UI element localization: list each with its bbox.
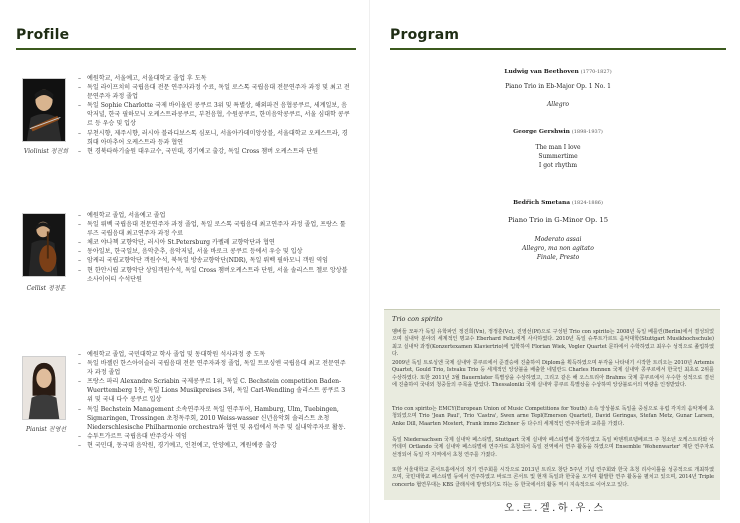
bio-item: – 독일 Bechstein Management 소속연주자로 독일 연주투어, Hamburg, Ulm, Tuebingen, Sigmaringen, Trossingen 초청독주회, 2010 Weiss-wasser 신년음악회 솔리스트 초청 Niederschlesische Philharmonie orchestra와 협연 및 유럽에서 독주 및 실내악주자로 활동.: [78, 405, 350, 432]
composer-name: George Gershwin: [513, 128, 570, 135]
bio-item: – 부천시향, 제주시향, 러시아 블라디보스톡 심포니, 서울아카데미앙상블, 서울대학교 오케스트라, 경희대 아마추어 오케스트라 등과 협연: [78, 129, 350, 147]
composer-years: (1824-1886): [571, 200, 603, 206]
bio-item: – 현 국민대, 동국대 음악원, 경기예고, 인천예고, 안양예고, 계원예중 출강: [78, 441, 350, 450]
cellist-caption: Cellist 정정훈: [26, 285, 66, 292]
bio-item: – 독일 Sophie Charlotte 국제 바이올린 콩쿠르 3위 및 특별상, 해외파견 음협콩쿠르, 세계일보, 음악저널, 한국 필하모닉 오케스트라콩쿠르, 부천음협, 수원콩쿠르, 한미음악콩쿠르, 서울 심대학 콩쿠르 등 우승 및 입상: [78, 101, 350, 128]
bio-item: – 예원학교 졸업, 서울예고 졸업: [78, 211, 350, 220]
trio-paragraph: 멤버들 모두가 독일 유학파인 정진희(Vn), 정정훈(Vc), 진영선(Pf)으로 구성된 Trio con spirito는 2008년 독일 베를린(Berlin)에서 결성되었으며 실내악 분야의 세계적인 명교수 Eberhard Feltz에게 사사하였다. 2010년 독일 슈투트가르트 음악대학(Stuttgart Musikhochschule) 최고 실내악 과정(Konzertexamen Klaviertrio)에 입학하여 Florian Wiek, Vogler Quartet 문하에서 수학하였고 최우수 성적으로 졸업하였다.: [392, 329, 714, 357]
bio-item: – 암케리 국립교향악단 객원수석, 북독일 방송교향악단(NDR), 독일 뤼벡 필하모니 객원 역임: [78, 256, 350, 265]
cellist-photo: [22, 213, 66, 277]
trio-paragraph: 2009년 독일 트로싱엔 국제 실내악 콩쿠르에서 준결승에 진출하여 Diplom을 획득하였으며 두각을 나타내기 시작한 트리오는 2010년 Artemis Quartet, Gould Trio, Istvaku Trio 등 세계적인 앙상블을 배출한 네덜란드 Charles Hennen 국제 실내악 콩쿠르에서 한국인 최초로 2위를 수상하였다. 또한 2011년 3월 Bauernlater 특별상을 수상하였고, 그리고 같은 해 오스트리아 Brahms 국제 콩쿠르에서 우수한 성적으로 결선에 진출하여 국내외 청중들의 주목을 받았다. Thessaloniki 국제 실내악 콩쿠르 특별상을 수상하며 앙상블로서의 역량을 인정받았다.: [392, 360, 714, 388]
composer-years: (1770-1827): [580, 69, 612, 75]
venue-footer: 오.르.겔.하.우.스: [504, 503, 606, 514]
movement: Moderato assai: [534, 236, 582, 243]
work-title: I got rhythm: [538, 162, 578, 169]
profile-title: Profile: [16, 27, 70, 43]
bio-item: – 독일 뤼벡 국립음대 전문연주자 과정 졸업, 독일 로스톡 국립음대 최고연주자 과정 졸업, 프랑스 툴루즈 국립음대 최고연주자 과정 수료: [78, 220, 350, 238]
trio-description-box: [384, 309, 720, 500]
trio-paragraph: 또한 서울대학교 콘서트홀에서의 정기 연주회를 시작으로 2013년 트리오 창단 5주년 기념 연주회와 한국 초청 리사이틀을 성공적으로 개최하였으며, 국민대학교 페스티벌 등에서 연주하였고 바로크 콘서트 및 현재 독일과 한국을 오가며 활발한 연주 활동을 펼치고 있으며, 2014년 Triple concerto 협연무대는 KBS 클래식에 방영되기도 하는 등 한국에서의 활동 역시 지속적으로 이어오고 있다.: [392, 467, 714, 488]
work-title: Summertime: [538, 153, 578, 160]
work-title: Piano Trio in G-Minor Op. 15: [507, 216, 609, 224]
violinist-photo: [22, 78, 66, 142]
bio-item: – 독일 바젤린 한스아이슬러 국립음대 전문 연주자과정 졸업, 독일 트로싱엔 국립음대 최고 전문연주자 과정 졸업: [78, 359, 350, 377]
program-title: Program: [390, 27, 460, 43]
violinist-bio: [78, 74, 350, 156]
movement: Finale, Presto: [536, 254, 580, 261]
program-title-rule: [390, 48, 726, 50]
pianist-caption: Pianist 진영선: [25, 426, 67, 433]
bio-item: – 예원학교 졸업, 국민대학교 학사 졸업 및 동대학원 석사과정 중 도독: [78, 350, 350, 359]
bio-item: – 예원학교, 서울예고, 서울대학교 졸업 후 도독: [78, 74, 350, 83]
bio-item: – 독일 라이프치히 국립음대 전문 연주자과정 수료, 독일 로스톡 국립음대 전문연주자 과정 및 최고 전문연주자 과정 졸업: [78, 83, 350, 101]
program-item-gershwin: [390, 128, 726, 169]
work-title: The man I love: [535, 144, 581, 151]
bio-item: – 현 경북타하기술원 대우교수, 국민대, 경기예고 출강, 독일 Cross 챔버 오케스트라 단원: [78, 147, 350, 156]
program-item-smetana: [390, 199, 726, 261]
trio-paragraph: 독일 Niedersachsen 국제 실내악 페스티벌, Stuttgart 국제 실내악 페스티벌에 참가하였고 독일 바덴뷔르템베르크 주 청소년 오케스트라와 아카데미 Ortlando 국제 실내악 페스티벌에 연주자로 초청되어 독일 전역에서 연주 활동을 하였으며 Ensemble 'Wohenwarter' 재단 연주자로 선정되어 독일 각 지역에서 초청 연주를 가졌다.: [392, 437, 714, 458]
cellist-bio: [78, 211, 350, 284]
bio-item: – 프랑스 파리 Alexandre Scriabin 국제콩쿠르 1위, 독일 C. Bechstein competition Baden-Wuerttemberg 1등, 독일 Lions Musikpreises 3위, 독일 Carl-Wendling 솔리스트 콩쿠르 3위 및 국내 다수 콩쿠르 입상: [78, 377, 350, 404]
movement: Allegro: [546, 101, 570, 108]
pianist-bio: [78, 350, 350, 450]
program-item-beethoven: [390, 68, 726, 108]
bio-item: – 현 한안시립 교향악단 상임객원수석, 독일 Cross 챔버오케스트라 단원, 서울 솔리스트 첼로 앙상블 소사이어티 수석단원: [78, 266, 350, 284]
trio-paragraph: Trio con spirito는 EMCY(European Union of Music Competitions for Youth) 소속 앙상블로 독일을 중심으로 유럽 각지의 음악제에 초청되었으며 Trio 'Jean Paul', Trio 'Castra', Swen arne Tepl(Emerson Quartet), David Geringas, Stefan Metz, Gunar Larsen, Anke Dill, Maarten Mostert, Frank immo Zichner 등 다수의 세계적인 연주자들과 교류를 가졌다.: [392, 406, 714, 427]
composer-name: Bedřich Smetana: [513, 199, 571, 206]
bio-item: – 동아일보, 한국일보, 음악춘추, 음악저널, 서울 바로크 콩쿠르 등에서 우승 및 입상: [78, 247, 350, 256]
movement: Allegro, ma non agitato: [522, 245, 594, 252]
profile-title-rule: [16, 48, 356, 50]
work-title: Piano Trio in Eb-Major Op. 1 No. 1: [505, 83, 611, 90]
bio-item: – 체코 야나첵 교향악단, 러시아 St.Petersburg 카펠레 교향악단과 협연: [78, 238, 350, 247]
composer-name: Ludwig van Beethoven: [504, 68, 579, 75]
trio-heading: Trio con spirito: [392, 315, 443, 323]
pianist-photo: [22, 356, 66, 420]
composer-years: (1898-1937): [571, 129, 603, 135]
bio-item: – 슈투트가르트 국립음대 반주강사 역임: [78, 432, 350, 441]
violinist-caption: Violinist 정진희: [23, 148, 69, 155]
